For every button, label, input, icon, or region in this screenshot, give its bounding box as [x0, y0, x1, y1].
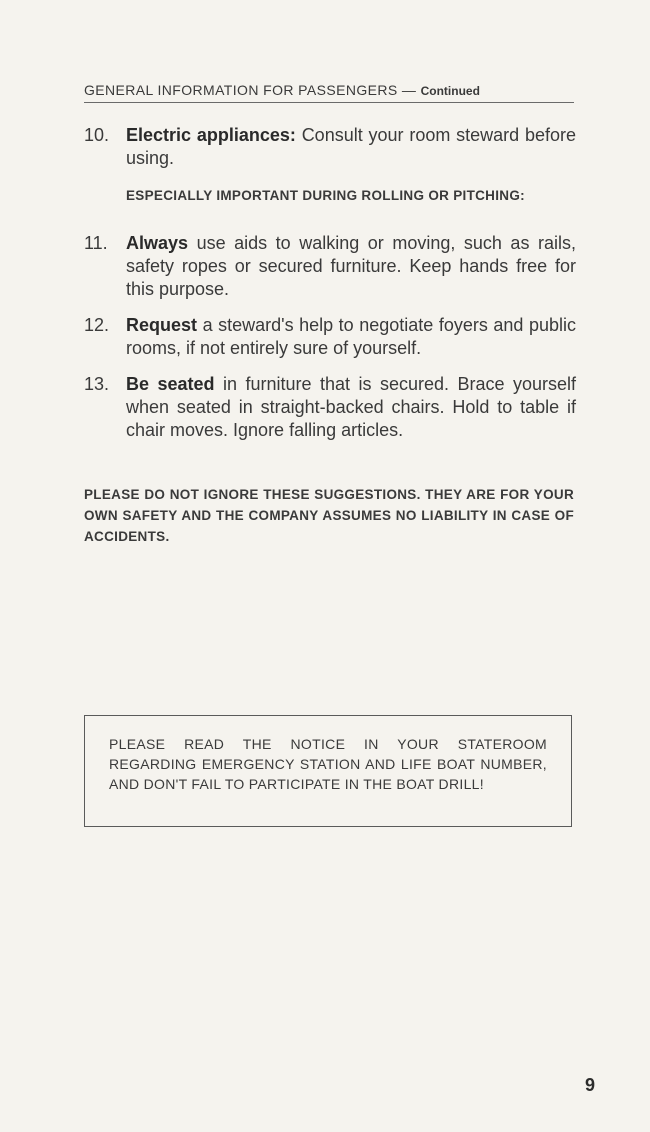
item-rest: a steward's help to negotiate foyers and public rooms, if not entirely sure of yourself. [126, 315, 576, 358]
item-number: 11. [84, 233, 108, 253]
item-list [84, 124, 576, 442]
item-text [126, 373, 576, 442]
item-text [126, 314, 576, 360]
header-continued: Continued [420, 84, 480, 98]
item-rest: in furniture that is secured. Brace yourself when seated in straight-backed chairs. Hold to table if chair moves. Ignore falling articles. [126, 374, 576, 440]
item-rest: use aids to walking or moving, such as rails, safety ropes or secured furniture. Keep hands free for this purpose. [126, 233, 576, 299]
boat-drill-box [84, 715, 572, 827]
list-item-10 [84, 124, 576, 170]
list-item-11 [84, 232, 576, 301]
header-title: GENERAL INFORMATION FOR PASSENGERS — [84, 82, 417, 98]
item-number: 13. [84, 374, 110, 394]
item-lead: Request [126, 315, 198, 335]
liability-notice: PLEASE DO NOT IGNORE THESE SUGGESTIONS. THEY ARE FOR YOUR OWN SAFETY AND THE COMPANY ASSUMES NO LIABILITY IN CASE OF ACCIDENTS. [84, 487, 574, 544]
page-number: 9 [585, 1075, 596, 1095]
item-lead: Electric appliances: [126, 125, 296, 145]
item-number: 10. [84, 125, 110, 145]
subheading: ESPECIALLY IMPORTANT DURING ROLLING OR PITCHING: [126, 188, 525, 203]
list-item-12 [84, 314, 576, 360]
item-lead: Be seated [126, 374, 215, 394]
running-header [84, 82, 574, 103]
item-number: 12. [84, 315, 110, 335]
item-rest: Consult your room steward before using. [126, 125, 576, 168]
item-lead: Always [126, 233, 189, 253]
boat-drill-notice: PLEASE READ THE NOTICE IN YOUR STATEROOM REGARDING EMERGENCY STATION AND LIFE BOAT NUMBER, AND DON'T FAIL TO PARTICIPATE IN THE BOAT DRILL! [109, 736, 547, 792]
item-text [126, 124, 576, 170]
list-item-13 [84, 373, 576, 442]
item-text [126, 232, 576, 301]
